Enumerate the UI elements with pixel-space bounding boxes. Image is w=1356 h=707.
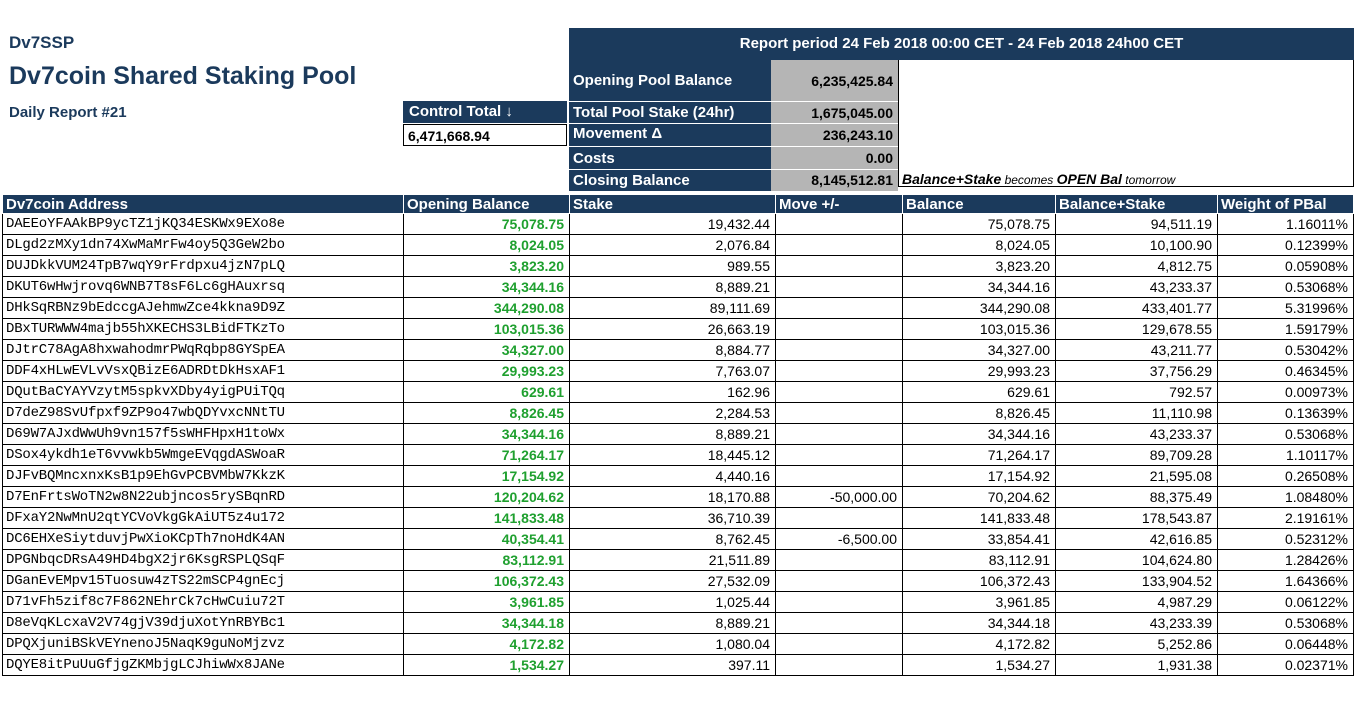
report-number: Daily Report #21 [9,104,127,121]
table-row [3,592,1354,613]
cell-weight: 0.06448% [1218,634,1354,655]
cell-stake: 89,111.69 [570,298,776,319]
cell-stake: 21,511.89 [570,550,776,571]
cell-balance-stake: 4,987.29 [1056,592,1218,613]
cell-balance-stake: 43,233.37 [1056,424,1218,445]
cell-opening-balance: 4,172.82 [404,634,570,655]
summary-label-costs: Costs [569,147,771,170]
table-row [3,424,1354,445]
cell-weight: 1.59179% [1218,319,1354,340]
cell-weight: 0.46345% [1218,361,1354,382]
cell-balance: 29,993.23 [903,361,1056,382]
cell-opening-balance: 34,344.16 [404,424,570,445]
cell-balance-stake: 4,812.75 [1056,256,1218,277]
cell-opening-balance: 120,204.62 [404,487,570,508]
cell-move [776,319,903,340]
cell-balance: 103,015.36 [903,319,1056,340]
cell-opening-balance: 3,823.20 [404,256,570,277]
table-row [3,445,1354,466]
cell-balance-stake: 10,100.90 [1056,235,1218,256]
cell-balance-stake: 178,543.87 [1056,508,1218,529]
cell-move [776,445,903,466]
cell-stake: 8,762.45 [570,529,776,550]
cell-opening-balance: 629.61 [404,382,570,403]
note-part-1: Balance+Stake [902,171,1002,187]
cell-balance-stake: 43,233.39 [1056,613,1218,634]
cell-address: DDF4xHLwEVLvVsxQBizE6ADRDtDkHsxAF1 [3,361,404,382]
cell-stake: 8,889.21 [570,424,776,445]
cell-balance: 70,204.62 [903,487,1056,508]
cell-address: D71vFh5zif8c7F862NEhrCk7cHwCuiu72T [3,592,404,613]
cell-balance: 1,534.27 [903,655,1056,676]
cell-address: DQYE8itPuUuGfjgZKMbjgLCJhiwWx8JANe [3,655,404,676]
cell-balance-stake: 5,252.86 [1056,634,1218,655]
table-row [3,235,1354,256]
cell-address: DBxTURWWW4majb55hXKECHS3LBidFTKzTo [3,319,404,340]
note-part-2: becomes [1001,173,1057,187]
cell-balance: 3,961.85 [903,592,1056,613]
cell-balance: 71,264.17 [903,445,1056,466]
summary-label-opening: Opening Pool Balance [569,60,771,102]
cell-move [776,235,903,256]
col-header-balance: Balance [903,195,1056,214]
cell-stake: 18,445.12 [570,445,776,466]
cell-weight: 2.19161% [1218,508,1354,529]
cell-move [776,592,903,613]
table-row [3,319,1354,340]
cell-move [776,403,903,424]
cell-address: DJtrC78AgA8hxwahodmrPWqRqbp8GYSpEA [3,340,404,361]
cell-weight: 0.00973% [1218,382,1354,403]
cell-move [776,466,903,487]
cell-stake: 8,884.77 [570,340,776,361]
cell-weight: 0.53068% [1218,424,1354,445]
cell-address: DPGNbqcDRsA49HD4bgX2jr6KsgRSPLQSqF [3,550,404,571]
cell-balance-stake: 43,211.77 [1056,340,1218,361]
cell-stake: 2,076.84 [570,235,776,256]
cell-balance-stake: 1,931.38 [1056,655,1218,676]
cell-address: DLgd2zMXy1dn74XwMaMrFw4oy5Q3GeW2bo [3,235,404,256]
summary-value-closing: 8,145,512.81 [771,170,898,191]
summary-frame [898,60,1354,187]
cell-balance: 33,854.41 [903,529,1056,550]
table-row [3,382,1354,403]
table-row [3,277,1354,298]
cell-move [776,277,903,298]
cell-balance-stake: 129,678.55 [1056,319,1218,340]
cell-balance: 629.61 [903,382,1056,403]
cell-move [776,550,903,571]
col-header-stake: Stake [570,195,776,214]
cell-weight: 0.53068% [1218,277,1354,298]
cell-weight: 1.64366% [1218,571,1354,592]
cell-weight: 1.08480% [1218,487,1354,508]
cell-address: DJFvBQMncxnxKsB1p9EhGvPCBVMbW7KkzK [3,466,404,487]
col-header-opening-balance: Opening Balance [404,195,570,214]
cell-opening-balance: 34,344.16 [404,277,570,298]
cell-opening-balance: 344,290.08 [404,298,570,319]
cell-opening-balance: 3,961.85 [404,592,570,613]
cell-opening-balance: 34,344.18 [404,613,570,634]
summary-value-opening: 6,235,425.84 [771,60,898,102]
cell-stake: 2,284.53 [570,403,776,424]
table-header-row [3,195,1354,214]
cell-stake: 26,663.19 [570,319,776,340]
table-row [3,256,1354,277]
col-header-balance-stake: Balance+Stake [1056,195,1218,214]
cell-stake: 8,889.21 [570,613,776,634]
cell-weight: 0.52312% [1218,529,1354,550]
cell-move [776,424,903,445]
cell-address: DHkSqRBNz9bEdccgAJehmwZce4kkna9D9Z [3,298,404,319]
cell-address: D7EnFrtsWoTN2w8N22ubjncos5rySBqnRD [3,487,404,508]
cell-move: -50,000.00 [776,487,903,508]
cell-balance-stake: 21,595.08 [1056,466,1218,487]
cell-balance-stake: 792.57 [1056,382,1218,403]
cell-balance: 17,154.92 [903,466,1056,487]
cell-stake: 989.55 [570,256,776,277]
cell-opening-balance: 17,154.92 [404,466,570,487]
cell-balance: 8,826.45 [903,403,1056,424]
cell-move [776,571,903,592]
cell-opening-balance: 1,534.27 [404,655,570,676]
cell-opening-balance: 40,354.41 [404,529,570,550]
cell-balance-stake: 89,709.28 [1056,445,1218,466]
cell-move: -6,500.00 [776,529,903,550]
cell-address: DFxaY2NwMnU2qtYCVoVkgGkAiUT5z4u172 [3,508,404,529]
table-row [3,655,1354,676]
table-row [3,298,1354,319]
cell-balance: 34,344.18 [903,613,1056,634]
control-total-value: 6,471,668.94 [403,124,567,146]
cell-stake: 397.11 [570,655,776,676]
cell-stake: 8,889.21 [570,277,776,298]
cell-weight: 0.26508% [1218,466,1354,487]
cell-stake: 19,432.44 [570,214,776,235]
cell-opening-balance: 29,993.23 [404,361,570,382]
cell-address: DUJDkkVUM24TpB7wqY9rFrdpxu4jzN7pLQ [3,256,404,277]
note-part-3: OPEN Bal [1056,171,1122,187]
cell-balance: 344,290.08 [903,298,1056,319]
table-row [3,634,1354,655]
cell-balance-stake: 11,110.98 [1056,403,1218,424]
table-row [3,550,1354,571]
cell-move [776,256,903,277]
cell-balance: 141,833.48 [903,508,1056,529]
cell-weight: 1.10117% [1218,445,1354,466]
table-row [3,340,1354,361]
cell-address: DAEEoYFAAkBP9ycTZ1jKQ34ESKWx9EXo8e [3,214,404,235]
cell-stake: 1,025.44 [570,592,776,613]
pool-code: Dv7SSP [9,33,75,52]
table-row [3,529,1354,550]
table-row [3,571,1354,592]
cell-opening-balance: 34,327.00 [404,340,570,361]
cell-move [776,508,903,529]
cell-move [776,361,903,382]
cell-address: D7deZ98SvUfpxf9ZP9o47wbQDYvxcNNtTU [3,403,404,424]
cell-move [776,634,903,655]
cell-weight: 0.02371% [1218,655,1354,676]
control-total-label: Control Total ↓ [403,101,567,123]
cell-move [776,613,903,634]
cell-weight: 1.28426% [1218,550,1354,571]
cell-address: DSox4ykdh1eT6vvwkb5WmgeEVqgdASWoaR [3,445,404,466]
report-period: Report period 24 Feb 2018 00:00 CET - 24 Feb 2018 24h00 CET [569,28,1354,60]
cell-balance-stake: 133,904.52 [1056,571,1218,592]
cell-weight: 5.31996% [1218,298,1354,319]
table-row [3,466,1354,487]
cell-move [776,382,903,403]
cell-stake: 4,440.16 [570,466,776,487]
summary-label-stake: Total Pool Stake (24hr) [569,102,771,124]
cell-balance-stake: 42,616.85 [1056,529,1218,550]
cell-balance: 8,024.05 [903,235,1056,256]
summary-label-closing: Closing Balance [569,170,771,191]
cell-weight: 0.53042% [1218,340,1354,361]
cell-balance: 34,327.00 [903,340,1056,361]
cell-balance-stake: 94,511.19 [1056,214,1218,235]
cell-address: DPQXjuniBSkVEYnenoJ5NaqK9guNoMjzvz [3,634,404,655]
cell-weight: 0.05908% [1218,256,1354,277]
cell-balance-stake: 43,233.37 [1056,277,1218,298]
table-row [3,361,1354,382]
cell-balance-stake: 37,756.29 [1056,361,1218,382]
cell-move [776,214,903,235]
summary-label-movement: Movement Δ [569,124,771,147]
cell-address: DQutBaCYAYVzytM5spkvXDby4yigPUiTQq [3,382,404,403]
cell-balance-stake: 433,401.77 [1056,298,1218,319]
cell-opening-balance: 106,372.43 [404,571,570,592]
summary-value-stake: 1,675,045.00 [771,102,898,124]
cell-move [776,298,903,319]
table-row [3,613,1354,634]
cell-opening-balance: 8,826.45 [404,403,570,424]
cell-address: DKUT6wHwjrovq6WNB7T8sF6Lc6gHAuxrsq [3,277,404,298]
cell-address: D69W7AJxdWwUh9vn157f5sWHFHpxH1toWx [3,424,404,445]
col-header-address: Dv7coin Address [3,195,404,214]
cell-balance: 3,823.20 [903,256,1056,277]
cell-balance-stake: 88,375.49 [1056,487,1218,508]
cell-address: DC6EHXeSiytduvjPwXioKCpTh7noHdK4AN [3,529,404,550]
cell-stake: 162.96 [570,382,776,403]
cell-balance: 83,112.91 [903,550,1056,571]
cell-address: DGanEvEMpv15Tuosuw4zTS22mSCP4gnEcj [3,571,404,592]
cell-balance-stake: 104,624.80 [1056,550,1218,571]
cell-move [776,655,903,676]
cell-balance: 75,078.75 [903,214,1056,235]
cell-stake: 18,170.88 [570,487,776,508]
cell-stake: 27,532.09 [570,571,776,592]
cell-balance: 34,344.16 [903,424,1056,445]
cell-balance: 34,344.16 [903,277,1056,298]
summary-value-costs: 0.00 [771,147,898,170]
cell-weight: 0.06122% [1218,592,1354,613]
table-row [3,403,1354,424]
note-part-4: tomorrow [1121,173,1176,187]
col-header-move: Move +/- [776,195,903,214]
cell-opening-balance: 141,833.48 [404,508,570,529]
cell-move [776,340,903,361]
pool-title: Dv7coin Shared Staking Pool [9,62,357,90]
cell-weight: 0.12399% [1218,235,1354,256]
cell-balance: 4,172.82 [903,634,1056,655]
cell-opening-balance: 75,078.75 [404,214,570,235]
col-header-weight: Weight of PBal [1218,195,1354,214]
cell-address: D8eVqKLcxaV2V74gjV39djuXotYnRBYBc1 [3,613,404,634]
ledger-table [2,194,1354,676]
cell-stake: 36,710.39 [570,508,776,529]
balance-note [902,171,1175,187]
cell-balance: 106,372.43 [903,571,1056,592]
table-row [3,487,1354,508]
table-row [3,508,1354,529]
cell-weight: 0.53068% [1218,613,1354,634]
cell-stake: 7,763.07 [570,361,776,382]
cell-weight: 0.13639% [1218,403,1354,424]
cell-opening-balance: 103,015.36 [404,319,570,340]
cell-weight: 1.16011% [1218,214,1354,235]
cell-opening-balance: 83,112.91 [404,550,570,571]
summary-value-movement: 236,243.10 [771,124,898,147]
cell-stake: 1,080.04 [570,634,776,655]
cell-opening-balance: 8,024.05 [404,235,570,256]
cell-opening-balance: 71,264.17 [404,445,570,466]
table-row [3,214,1354,235]
